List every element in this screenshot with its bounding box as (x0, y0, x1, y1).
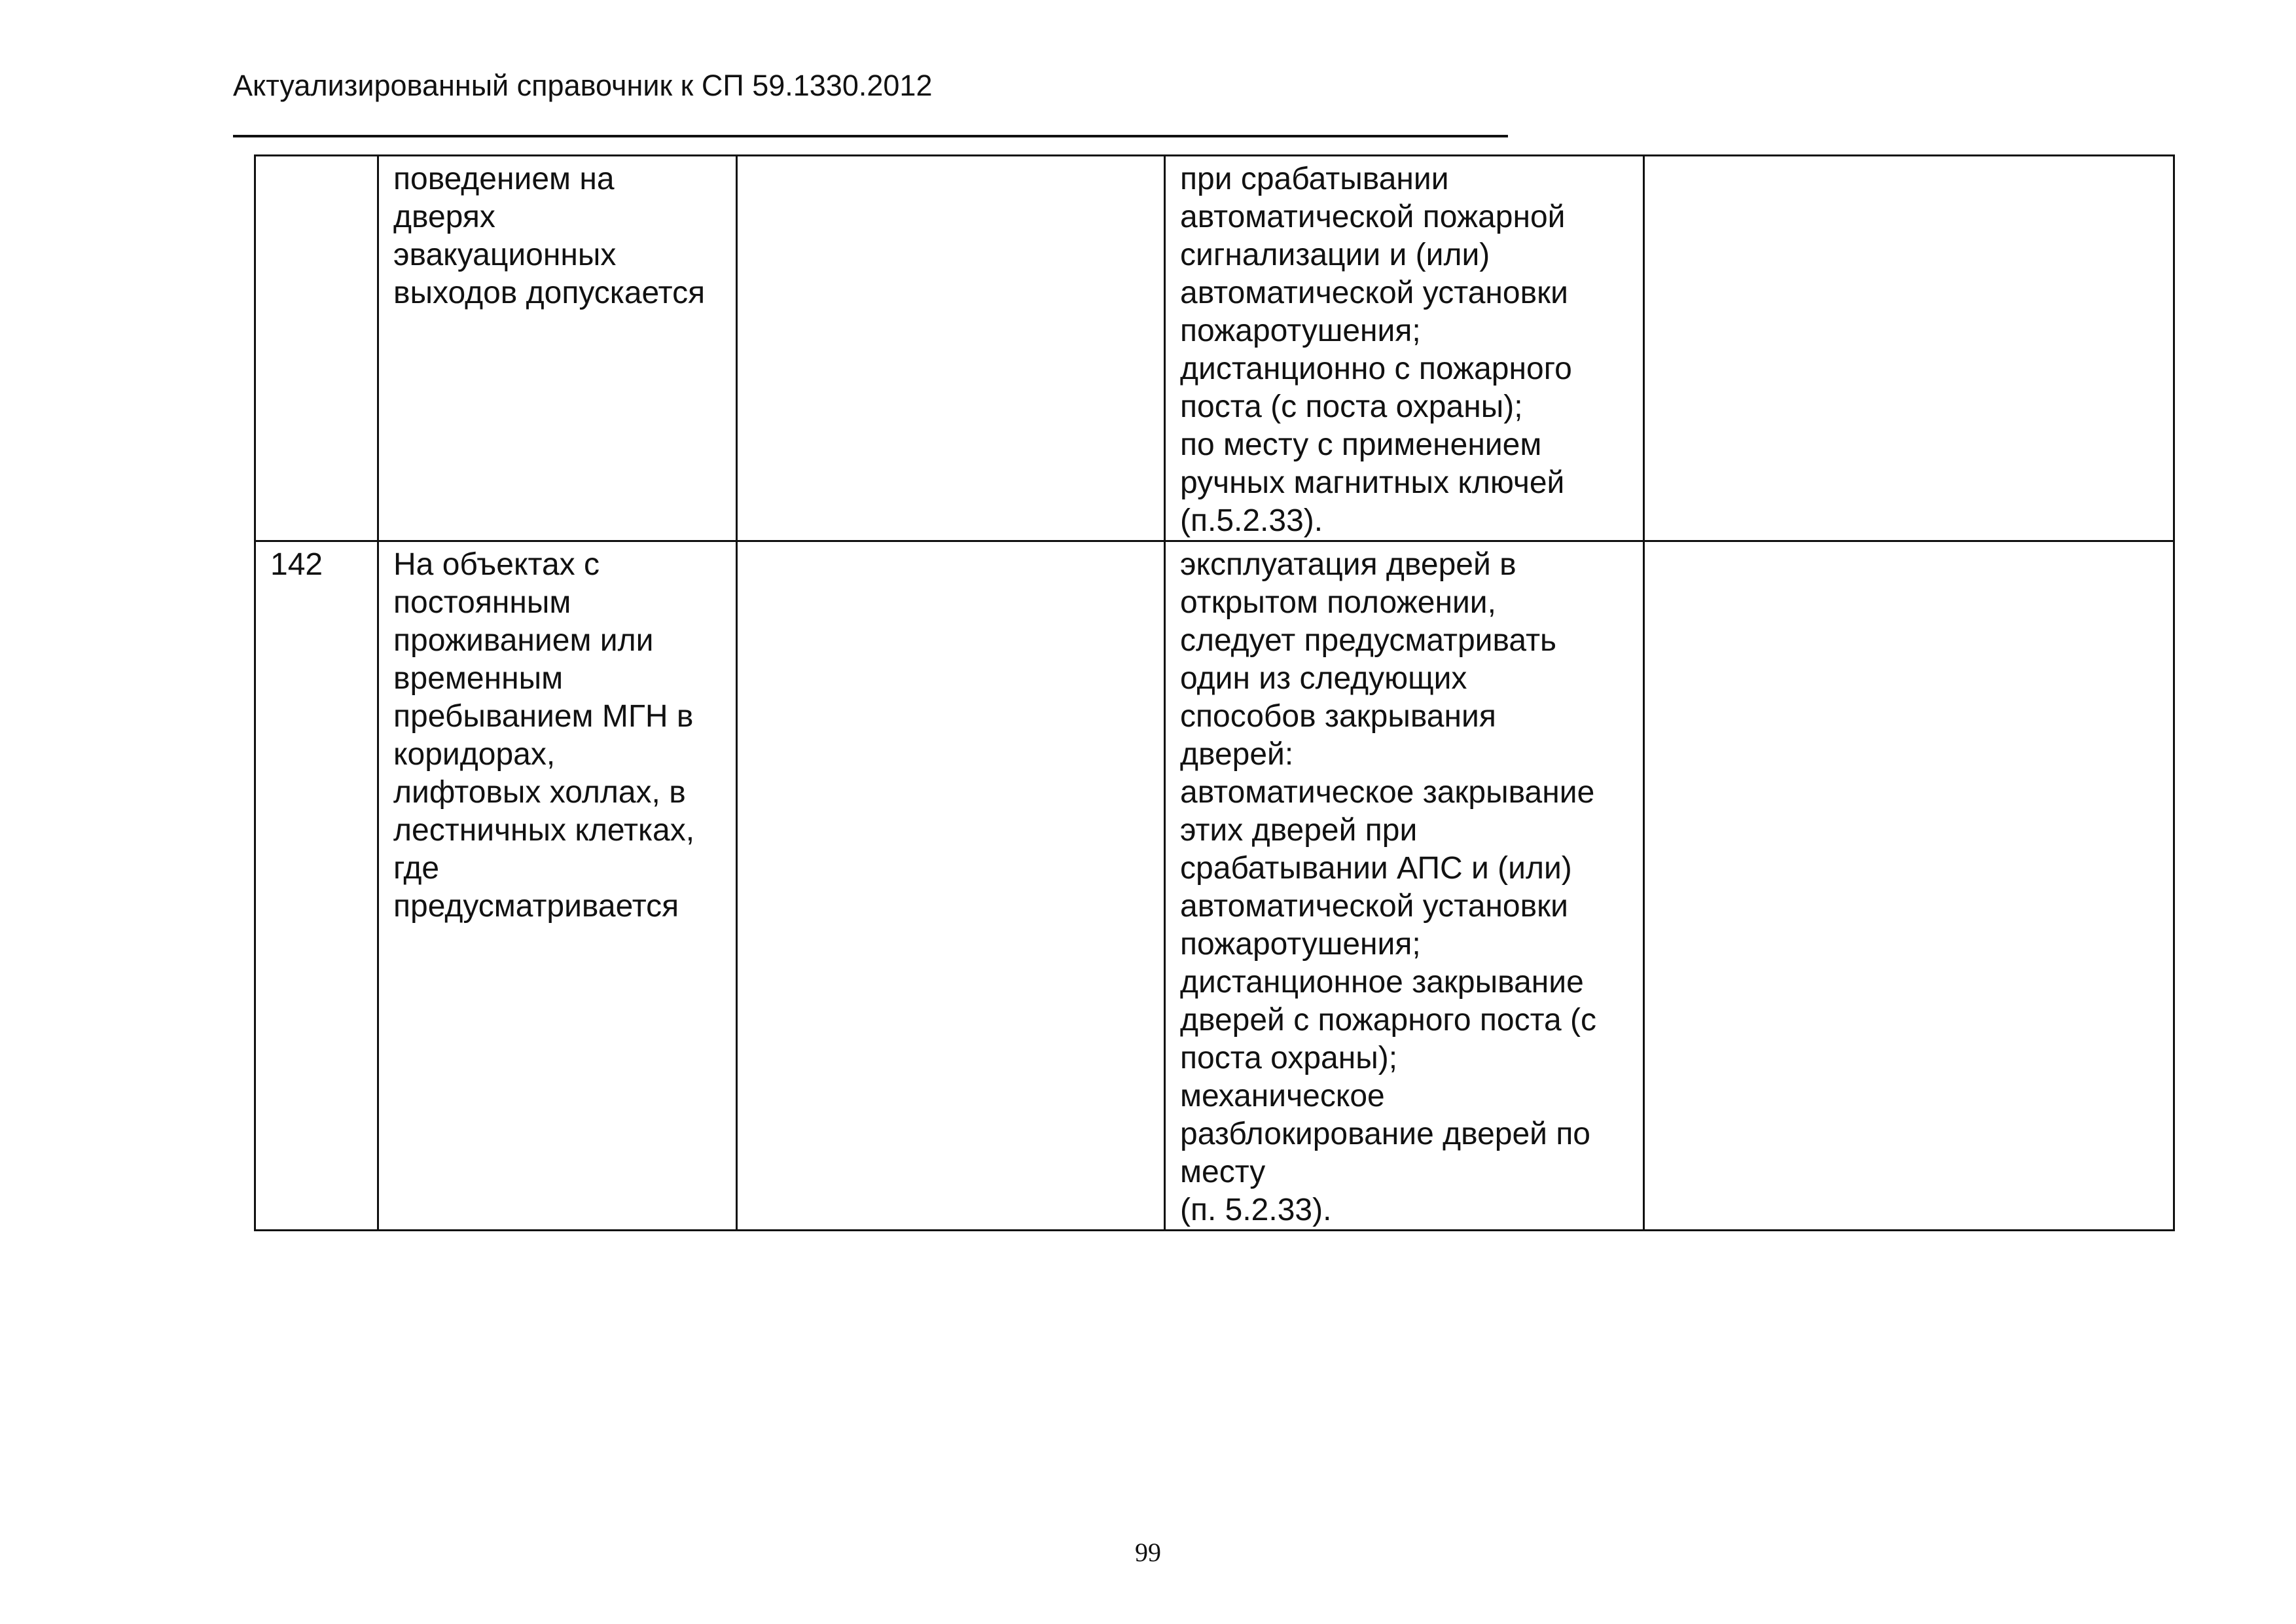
empty-cell (737, 541, 1165, 1231)
empty-cell (1644, 541, 2174, 1231)
requirement-cell: На объектах с постоянным проживанием или временным пребыванием МГН в коридорах, лифтовых холлах, в лестничных клетках, где предусматривается (378, 541, 737, 1231)
header-rule (233, 135, 1508, 137)
empty-cell (737, 156, 1165, 541)
requirement-cell: поведением на дверях эвакуационных выходов допускается (378, 156, 737, 541)
description-cell: эксплуатация дверей в открытом положении, следует предусматривать один из следующих способов закрывания дверей: автоматическое закрывание этих дверей при срабатывании АПС и (или) автоматической установки пожаротушения; дистанционное закрывание дверей с пожарного поста (с поста охраны); механическое разблокирование дверей по месту (п. 5.2.33). (1165, 541, 1644, 1231)
empty-cell (1644, 156, 2174, 541)
description-cell: при срабатывании автоматической пожарной сигнализации и (или) автоматической установки пожаротушения; дистанционно с пожарного поста (с поста охраны); по месту с применением ручных магнитных ключей (п.5.2.33). (1165, 156, 1644, 541)
row-number-cell (255, 156, 378, 541)
table-row (255, 541, 2174, 1231)
running-header: Актуализированный справочник к СП 59.1330.2012 (233, 69, 933, 102)
requirements-table (254, 154, 2175, 1231)
row-number-cell: 142 (255, 541, 378, 1231)
page-number: 99 (1135, 1538, 1161, 1567)
table-row (255, 156, 2174, 541)
